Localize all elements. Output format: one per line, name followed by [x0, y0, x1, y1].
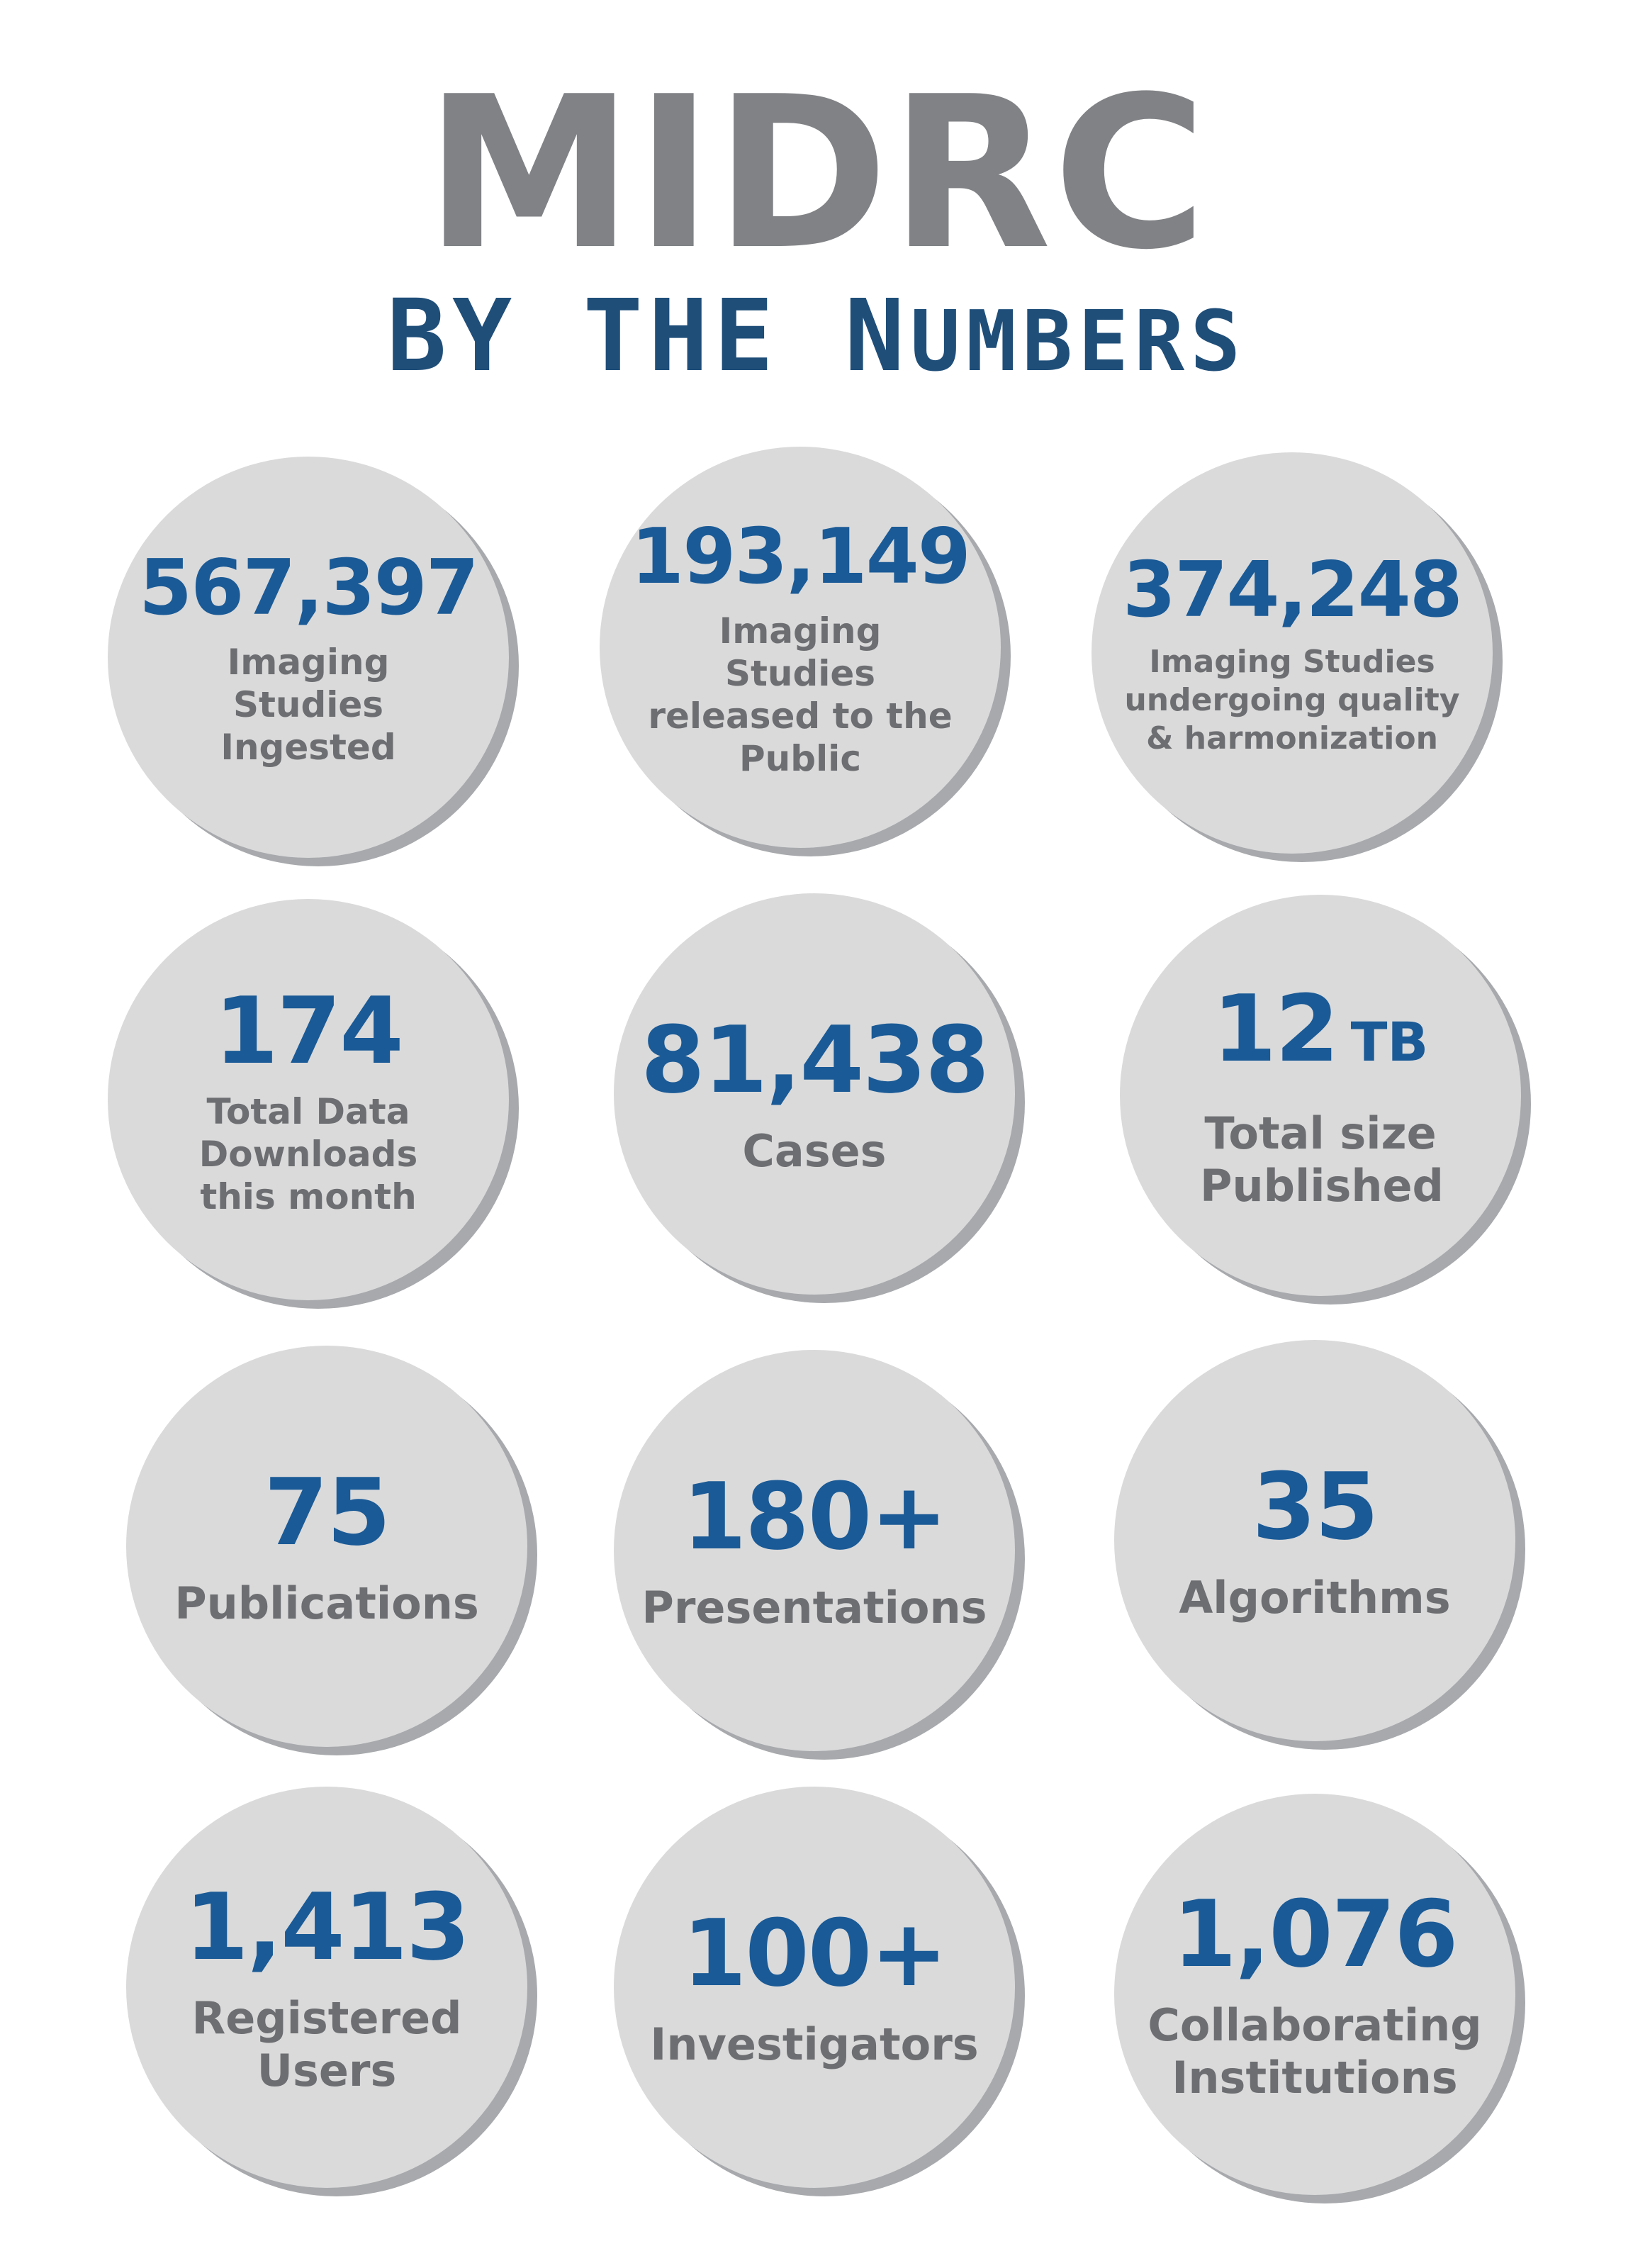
stat-number: 12: [1212, 974, 1338, 1083]
stat-value: 100+: [682, 1899, 947, 2007]
stat-circle: [126, 1787, 527, 2188]
stat-circle: [614, 1787, 1015, 2188]
stat-label: Algorithms: [1179, 1572, 1451, 1624]
stat-registered-users: [126, 1787, 537, 2198]
stat-label: Imaging Studies released to the Public: [648, 610, 953, 779]
stat-value: 374,248: [1123, 546, 1461, 635]
stat-circle: [1114, 1794, 1515, 2195]
stat-value: 81,438: [641, 1006, 988, 1114]
stat-value: 1,413: [184, 1873, 469, 1981]
subtitle-n: N: [844, 279, 911, 394]
stat-label: Cases: [742, 1125, 887, 1177]
stat-circle: [108, 899, 509, 1300]
stat-label: Imaging Studies Ingested: [220, 642, 396, 768]
stat-value: 174: [214, 977, 403, 1085]
stat-value: [1212, 974, 1429, 1092]
stat-value: 1,076: [1172, 1880, 1457, 1988]
stat-circle: [1120, 895, 1521, 1296]
stat-imaging-studies-ingested: [108, 457, 519, 868]
stat-value: 35: [1252, 1453, 1378, 1560]
page-title: MIDRC: [425, 51, 1208, 296]
subtitle-by-the: BY THE: [386, 279, 845, 394]
stat-imaging-studies-released: [600, 447, 1011, 858]
stat-presentations: [614, 1350, 1025, 1761]
stat-label: Registered Users: [191, 1992, 462, 2096]
stat-algorithms: [1114, 1340, 1525, 1751]
stat-label: Collaborating Institutions: [1147, 1999, 1482, 2104]
stat-total-data-downloads: [108, 899, 519, 1310]
stat-label: Total size Published: [1200, 1107, 1444, 1212]
stat-label: Presentations: [641, 1582, 987, 1633]
stat-label: Imaging Studies undergoing quality & harmonization: [1124, 644, 1460, 756]
stat-collaborating-institutions: [1114, 1794, 1525, 2205]
subtitle-umbers: UMBERS: [910, 292, 1247, 390]
stat-value: 193,149: [631, 513, 970, 601]
stat-circle: [614, 893, 1015, 1295]
stat-total-size-published: [1120, 895, 1531, 1306]
stat-cases: [614, 893, 1025, 1305]
stat-circle: [1114, 1340, 1515, 1741]
stat-label: Investigators: [650, 2018, 979, 2070]
stat-imaging-studies-harmonization: [1092, 452, 1503, 864]
stat-publications: [126, 1346, 537, 1757]
stat-circle: [108, 457, 509, 858]
stat-circle: [600, 447, 1001, 848]
stat-value: 567,397: [139, 544, 478, 632]
page-subtitle: [0, 279, 1633, 394]
stat-circle: [126, 1346, 527, 1747]
stat-value: 75: [264, 1458, 390, 1566]
stat-circle: [614, 1350, 1015, 1751]
stat-unit: TB: [1350, 1010, 1429, 1073]
stat-circle: [1092, 452, 1493, 854]
stat-label: Total Data Downloads this month: [198, 1091, 418, 1217]
stat-investigators: [614, 1787, 1025, 2198]
stat-value: 180+: [682, 1463, 947, 1570]
stat-label: Publications: [174, 1577, 479, 1629]
